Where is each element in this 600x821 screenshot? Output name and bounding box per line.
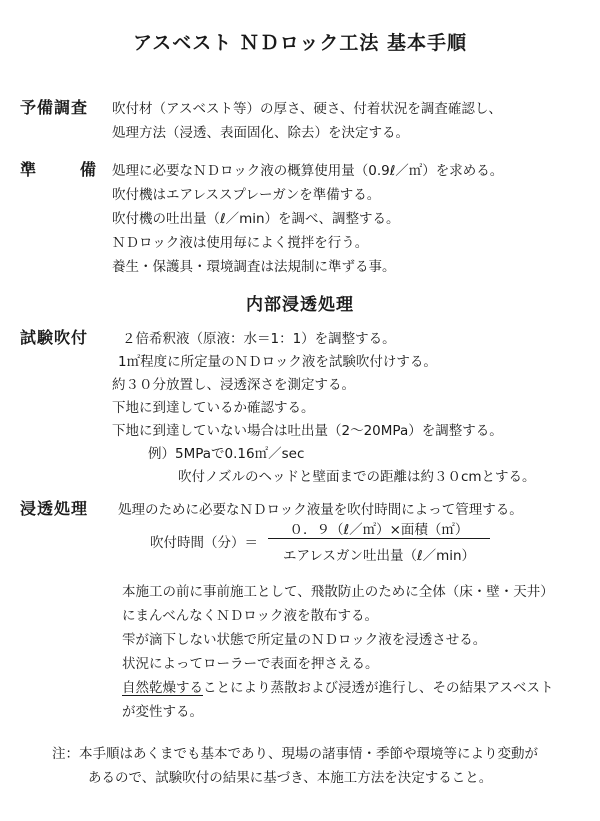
penetration-line-3: 雫が滴下しない状態で所定量のＮＤロック液を浸透させる。 [122, 632, 487, 648]
section-subtitle: 内部浸透処理 [246, 295, 354, 315]
test-spray-line-3: 約３０分放置し、浸透深さを測定する。 [112, 377, 355, 393]
penetration-line-4: 状況によってローラーで表面を押さえる。 [122, 656, 379, 672]
test-spray-example: 例）5MPaで0.16㎡／sec [148, 446, 305, 462]
test-spray-line-5: 下地に到達していない場合は吐出量（2～20MPa）を調整する。 [112, 423, 503, 439]
note-line-2: あるので、試験吹付の結果に基づき、本施工方法を決定すること。 [88, 770, 493, 786]
section-label-test-spray: 試験吹付 [20, 328, 89, 347]
section-label-prep-survey: 予備調査 [20, 98, 89, 117]
preparation-line-5: 養生・保護具・環境調査は法規制に準ずる事。 [112, 259, 396, 275]
formula-fraction-bar [268, 538, 490, 539]
preparation-line-4: ＮＤロック液は使用毎によく撹拌を行う。 [112, 235, 369, 251]
penetration-drying-line-2: が変性する。 [122, 704, 203, 720]
preparation-line-3: 吹付機の吐出量（ℓ／min）を調べ、調整する。 [112, 211, 400, 227]
preparation-line-2: 吹付機はエアレススプレーガンを準備する。 [112, 187, 381, 203]
penetration-line-1: 本施工の前に事前施工として、飛散防止のために全体（床・壁・天井） [122, 584, 554, 600]
prep-survey-line-2: 処理方法（浸透、表面固化、除去）を決定する。 [112, 125, 409, 141]
formula-lhs: 吹付時間（分）＝ [150, 535, 258, 551]
penetration-line-2: にまんべんなくＮＤロック液を散布する。 [122, 608, 378, 624]
preparation-line-1: 処理に必要なＮＤロック液の概算使用量（0.9ℓ／㎡）を求める。 [112, 163, 504, 179]
section-label-preparation: 準 備 [20, 160, 111, 179]
penetration-intro: 処理のために必要なＮＤロック液量を吹付時間によって管理する。 [118, 502, 523, 518]
test-spray-line-2: 1㎡程度に所定量のＮＤロック液を試験吹付けする。 [118, 354, 437, 370]
page-title: アスベスト ＮＤロック工法 基本手順 [132, 32, 468, 54]
formula-denominator: エアレスガン吐出量（ℓ／min） [282, 548, 476, 564]
test-spray-nozzle-distance: 吹付ノズルのヘッドと壁面までの距離は約３０cmとする。 [178, 469, 536, 485]
section-label-penetration: 浸透処理 [20, 499, 89, 518]
formula-numerator: ０．９（ℓ／㎡）×面積（㎡） [289, 522, 469, 538]
natural-drying-underlined: 自然乾燥する [122, 680, 203, 696]
drying-rest: ことにより蒸散および浸透が進行し、その結果アスベスト [203, 680, 554, 696]
note-line-1: 注：本手順はあくまでも基本であり、現場の諸事情・季節や環境等により変動が [52, 746, 538, 762]
penetration-drying-line [122, 676, 553, 696]
test-spray-line-1: ２倍希釈液（原液：水＝1：1）を調整する。 [122, 331, 396, 347]
test-spray-line-4: 下地に到達しているか確認する。 [112, 400, 315, 416]
prep-survey-line-1: 吹付材（アスベスト等）の厚さ、硬さ、付着状況を調査確認し、 [112, 101, 502, 117]
